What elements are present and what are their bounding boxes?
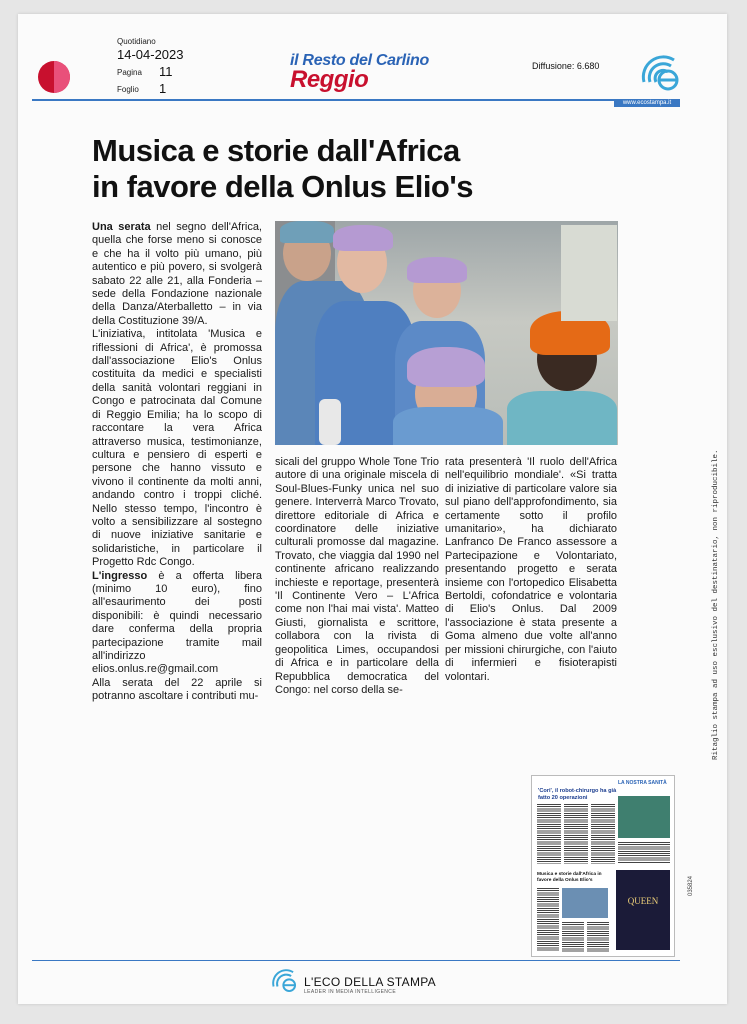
thumbnail-poster-title: QUEEN (627, 896, 659, 906)
sheet-label: Foglio (117, 85, 139, 94)
article-column-1 (92, 221, 262, 704)
article-column-2 (275, 456, 439, 697)
page-value: 11 (159, 64, 173, 79)
reproduction-notice (700, 340, 720, 760)
article-photo (275, 221, 618, 445)
reproduction-notice-text: Ritaglio stampa ad uso esclusivo del destinatario, non riproducibile. (712, 449, 720, 760)
article-column-3 (445, 456, 617, 684)
footer-eco-logo-icon (270, 967, 298, 993)
masthead-title: il Resto del Carlino (290, 52, 429, 69)
paragraph-2: L'iniziativa, intitolata 'Musica e riflessioni di Africa', è promossa dall'associazione Elio's Onlus costituita da medici e specialisti della sanità volontari reggiani in Congo e patrocinata dal Comune di Reggio Emilia; ha lo scopo di raccontare la vera Africa attraverso musica, testimonianze, cultura e pensiero di esperti e persone che hanno vissuto e vivono il continente da molti anni, andando contro i troppi cliché. Nello stesso tempo, l'incontro è volto a sensibilizzare al sostegno di nuove iniziative sanitarie e solidaristiche, in particolare il Progetto Rdc Congo. (92, 328, 262, 569)
thumbnail-section: LA NOSTRA SANITÀ (618, 780, 667, 786)
page-thumbnail[interactable] (531, 775, 675, 957)
footer-rule (32, 960, 680, 961)
footer-tagline: LEADER IN MEDIA INTELLIGENCE (304, 989, 397, 995)
lead-text-2: L'ingresso (92, 569, 148, 582)
sheet-value: 1 (159, 81, 167, 96)
headline-line-2: in favore della Onlus Elio's (92, 169, 473, 204)
article-headline (92, 133, 612, 205)
lead-text: Una serata (92, 221, 151, 233)
paragraph-3: è a offerta libera (minimo 10 euro), fino all'esaurimento dei posti disponibili: è quindi necessario dare conferma della propria partecipazione tramite mail all'indirizzo elios.onlus.re@gmail.com (92, 569, 262, 676)
paragraph-6: rata presenterà 'Il ruolo dell'Africa nell'equilibrio mondiale'. «Si tratta di iniziative di particolare valore sia sul piano dell'approfondimento, sia certamente sotto il profilo umanitario», ha dichiarato Lanfranco De Franco assessore a Partecipazione e Volontariato, presentando progetto e serata insieme con l'ortopedico Elisabetta Bertoldi, cofondatrice e volontaria di Elio's Onlus. Dal 2009 l'associazione è stata presente a Goma almeno due volte all'anno per missioni chirurgiche, con l'aiuto di infermieri e fisioterapisti volontari. (445, 456, 617, 683)
masthead-city: Reggio (290, 66, 369, 93)
clipping-code-text: 035824 (688, 875, 694, 896)
headline-line-1: Musica e storie dall'Africa (92, 133, 460, 168)
page-label: Pagina (117, 68, 142, 77)
type-label: Quotidiano (117, 37, 156, 46)
paragraph-5: sicali del gruppo Whole Tone Trio autore di una originale miscela di Soul-Blues-Funky unica nel suo genere. Interverrà Marco Trovato, direttore editoriale di Africa e coordinatore delle iniziative culturali promosse dal magazine. Trovato, che viaggia dal 1990 nel continente africano realizzando inchieste e reportage, presenterà 'Il Continente Vero – L'Africa come non l'hai mai vista'. Matteo Giusti, giornalista e scrittore, collabora con la rivista di geopolitica Limes, occupandosi di Africa e in particolare della Repubblica democratica del Congo: nel corso della se- (275, 456, 439, 696)
thumbnail-article-title: Musica e storie dall'Africa in favore della Onlus Elio's (537, 872, 602, 883)
date: 14-04-2023 (117, 47, 184, 62)
footer-brand: L'ECO DELLA STAMPA (304, 975, 436, 989)
paragraph-1: nel segno dell'Africa, quella che forse meno si conosce e che ha il volto più umano, più autentico e più povero, si svolgerà sabato 22 alle 21, alla Fonderia – sede della Fondazione nazionale della Danza/Aterballetto – in via della Costituzione 39/A. (92, 221, 262, 327)
diffusione: Diffusione: 6.680 (532, 61, 600, 71)
eco-logo-icon (640, 52, 680, 92)
paragraph-4: Alla serata del 22 aprile si potranno ascoltare i contributi mu- (92, 676, 262, 703)
thumbnail-headline: 'Cori', il robot-chirurgo ha già fatto 20 operazioni (538, 788, 617, 801)
newspaper-logo-icon (38, 61, 70, 93)
site-url: www.ecostampa.it (614, 99, 680, 107)
clipping-code (680, 860, 694, 920)
header-rule (32, 99, 680, 101)
